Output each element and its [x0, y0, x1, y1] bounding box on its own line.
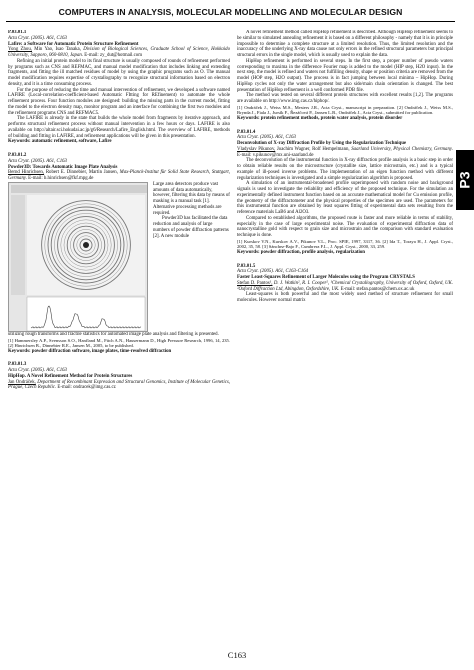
powder-diffraction-figure	[8, 182, 148, 332]
affiliation: Department of Recombinant Expression and Structural Genomics, Institute of Molecular Genetics, Prague, Czech Republic.	[8, 379, 230, 391]
abstract-paragraph: The deconvolution of the instrumental function in X-ray diffraction profile analysis is a basic step in order to obtain reliable results on the microstructure (crystallite size, lattice microstrain, etc.) and is a typical example of ill-posed inverse problems. The implementation of an eigen function method with different regularization techniques is investigated and a simple regularization algorithm is proposed.	[237, 158, 453, 181]
entry-spacer	[237, 256, 453, 264]
page-number: C163	[227, 650, 247, 660]
reference-list: [1] Ondráček J., Weiss M.S., Mesters J.R., Acta Cryst., manuscript in preparation. [2] Ondráček J., Weiss M.S., Brynda J., Fiala J., Jursík F., Řezáčová P., Jansen L.B., Ondráček J., Acta Cryst., submitted for publication.	[237, 104, 453, 116]
abstract-paragraph: Refining an initial protein model to its final structure is usually composed of rounds of refinement performed by programs such as CNS and REFMAC, and manual model modification that includes linking and extending fragments, and fitting the ill matched residues of model by using the graphic programs such as O. The manual model modification requires expertise of crystallography to recognize structural information based on electron density, and it is a time consuming process.	[8, 58, 230, 87]
abstract-byline	[8, 47, 230, 59]
figure-side-paragraph: Powder3D has facilitated the data reduction and analysis of large numbers of powder diffraction patterns [2]. A new module	[153, 216, 229, 239]
email: E-mail: b.hinrichsen@fkf.mpg.de	[26, 176, 94, 181]
entry-spacer	[237, 122, 453, 130]
section-tab-label: P3	[457, 171, 473, 189]
profile-plot-panel	[27, 297, 145, 331]
keywords: Keywords: automatic refinement, software, Lafire	[8, 139, 112, 145]
entry-spacer	[8, 354, 230, 362]
abstract-paragraph: A novel refinement method called HipHop refinement is described. Although HipHop refinement seems to be similar to simulated annealing refinement it is based on a different philosophy - namely that it is in principle impossible to determine a complete structure at a limited resolution. Thus, the limited resolution and the inaccuracy of the underlying X-ray data cause not only errors in the refined structural parameters but principal structural errors in the single model, which is usually used to explain the data.	[237, 30, 453, 58]
figure-side-paragraph: Large area detectors produce vast amounts of data automatically, however, filtering this data by means of masking is a manual task [1]. Alternative processing methods are required.	[153, 181, 230, 216]
reference-list: [1] Kurskov V.N., Kurskov A.V., Pikunov V.L., Proc. SPIE, 1997, 3317, 36. [2] Ida T., Toraya H., J. Appl. Cryst., 2002, 35, 58. [3] Sánchez-Bajo F., Cumbrera F.L., J. Appl. Cryst., 2000, 33, 259.	[237, 238, 453, 250]
abstract-entry-3-continued	[237, 30, 453, 122]
abstract-title: Powder3D: Towards Automatic Image Plate Analysis	[8, 164, 118, 170]
abstract-title: Deconvolution of X-ray Diffraction Profile by Using the Regularization Technique	[237, 141, 407, 146]
window-toolbar	[11, 185, 147, 193]
abstract-byline	[8, 170, 230, 182]
keywords: Keywords: powder diffraction, profile analysis, regularization	[237, 249, 365, 255]
affiliation: D. J. Watkin², R. I. Cooper², ¹Chemical Crystallography, University of Oxford, Oxford, UK. ²Oxford Diffraction Ltd, Abingdon, Oxfordshire, UK.	[237, 280, 453, 292]
email: E-mail: v.pikunov@mx.uni-saarland.de	[237, 152, 314, 158]
abstract-paragraph: Least-squares is both powerful and the most widely used method of structure refinement for small molecules. However normal matrix	[237, 292, 453, 303]
abstract-entry-2	[8, 153, 230, 354]
abstract-citation: Acta Cryst. (2005). A61, C163	[8, 35, 67, 41]
figure-side-text	[153, 182, 230, 332]
presenting-author: Vladyslav Pikunov,	[237, 146, 276, 152]
abstract-paragraph: For the purpose of reducing the time and manual intervention of refinement, we developed a software named LAFIRE (Local-correlation-coefficient-based Automatic FItting for REfinement) to automate the whole refinement process. Four function modules are designed: building the missing parts in the current model, fitting the model to the electron density map, monitor program and an interface for combining the first two modules and the refinement programs CNS and REFMAC5.	[8, 87, 230, 116]
abstract-code: P.03.01.5	[237, 263, 256, 269]
abstract-paragraph: The LAFIRE is already in the state that builds the whole model from fragments by iterative approach, and performs structural refinement process without manual intervention in a few hours or days. LAFIRE is also available on http://altair.sci.hokudai.ac.jp/g6/Research/Lafire_English.html. The overview of LAFIRE, methods of building and fitting in LAFIRE, and refinement applications will be given in this presentation.	[8, 116, 230, 139]
abstract-code: P.03.01.3	[8, 362, 27, 368]
abstract-paragraph: Compared to established algorithms, the proposed route is faster and more reliable in terms of stability, especially in the case of large experimental noise. The evaluation of experimental diffraction data of nanocrystalline gold with respect to grain size and microstrain and the comparison with standard evaluation technique is done.	[237, 215, 453, 238]
affiliation: Max-Planck-Institut für Solid State Research, Stuttgart, Germany.	[8, 170, 230, 181]
reference-list: [1] Hammersley A.P., Svensson S.O., Hanfland M., Fitch A.N., Hausermann D., High Pressure Research, 1996, 14, 235. [2] Hinrichsen B., Dinnebier R.E., Jansen M., 2005, to be published.	[8, 337, 230, 348]
presenting-author: Jan Ondráček,	[8, 379, 36, 385]
left-column	[8, 30, 230, 646]
abstract-code: P.03.01.4	[237, 129, 256, 135]
abstract-byline	[237, 147, 453, 159]
abstract-citation: Acta Cryst. (2005). A61, C163	[8, 158, 67, 164]
abstract-entry-3	[8, 362, 230, 391]
abstract-paragraph: utilizing rough transforms and fractile statistics for automated image plate analysis and filtering is presented.	[8, 331, 219, 337]
abstract-entry-4	[237, 130, 453, 256]
presenting-author: Stefan D. Pantos¹,	[237, 280, 273, 286]
keywords: Keywords: protein refinement methods, protein water analysis, protein disorder	[237, 115, 403, 121]
abstract-title: HipHop. A Novel Refinement Method for Protein Structures	[8, 373, 133, 379]
beam-stop	[83, 242, 89, 248]
keywords: Keywords: powder diffraction software, image plates, time-resolved diffraction	[8, 348, 172, 354]
email: E-mail: ondracek@img.cas.cz	[56, 385, 116, 391]
abstract-entry-5	[237, 264, 453, 304]
co-authors: Joachim Wagner, Rolf Hempelmann,	[275, 146, 352, 152]
abstract-code: P.03.01.1	[8, 30, 27, 35]
abstract-citation: Acta Cryst. (2005). A61, C163	[8, 368, 67, 373]
presenting-author: Yong Zhou,	[8, 47, 32, 53]
abstract-byline	[237, 281, 453, 293]
email: E-mail: zy_dut@hotmail.com	[83, 53, 142, 58]
abstract-title: Faster Least-Squares Refinement of Larger Molecules using the Program CRYSTALS	[237, 275, 415, 280]
presenting-author: Bernd Hinrichsen,	[8, 170, 45, 176]
affiliation: Saarland University, Physical Chemistry, Germany.	[351, 146, 453, 152]
co-authors: Min Yao, Isao Tanaka,	[32, 47, 84, 53]
email: E-mail: stefan.pantos@chem.ox.ac.uk	[339, 286, 415, 292]
section-tab	[456, 150, 474, 210]
entry-spacer	[8, 145, 230, 153]
running-header-title: COMPUTERS IN ANALYSIS, MOLECULAR MODELLING AND MOLECULAR DESIGN	[58, 7, 403, 17]
abstract-byline	[8, 380, 230, 392]
abstract-citation: Acta Cryst. (2005). A61, C163	[237, 135, 296, 141]
right-column	[237, 30, 453, 646]
abstract-entry-1	[8, 30, 230, 145]
abstract-paragraph: HipHop refinement is performed in several steps. In the first step, a proper number of pseudo waters corresponding to maxima in the difference Fourier map is added to the model (HIP step, H2O input). In the next step, the model is refined and waters not fulfilling density, shape or position criteria are removed from the model (HOP step, H2O output). The process is in fact jumping between local minima – HipHop. During HipHop cycles not only the water arrangement but also side/main chain orientation is changed. The best presentation of HipHop refinement is a well conformed PDB file.	[237, 58, 453, 93]
figure-block	[8, 182, 230, 332]
diffraction-image-svg	[9, 183, 148, 332]
tool-palette	[11, 195, 25, 295]
abstract-paragraph: A simulation of an instrumental-broadened profile superimposed with random noise and background signals is used to investigate the reliability and efficiency of the proposed technique. For the simulation an experimentally defined instrument function based on an accurate mathematical model for Cu emission profile, the geometry of the diffractometer and the physical properties of the specimen are used. The parameters for this instrumental function are obtained by least squares fitting of experimental data sets resulting from the reference materials LaB6 and Al2O3.	[237, 181, 453, 215]
abstract-paragraph: The method was tested on several different protein structures with excellent results [1,2]. The programs are available on http://www.img.cas.cz/hiphop/.	[237, 93, 453, 104]
running-header	[6, 6, 455, 22]
abstract-citation: Acta Cryst. (2005). A61, C163-C164	[237, 269, 309, 275]
abstract-code: P.03.01.2	[8, 153, 27, 158]
co-authors: Robert E. Dinnebier, Martin Jansen,	[44, 170, 120, 176]
abstract-title: Lafire: a Software for Automatic Protein Structure Refinement	[8, 41, 139, 47]
affiliation: Division of Biological Sciences, Graduate School of Science, Hokkaido University, Sapporo, 060-0810, Japan.	[8, 47, 230, 58]
